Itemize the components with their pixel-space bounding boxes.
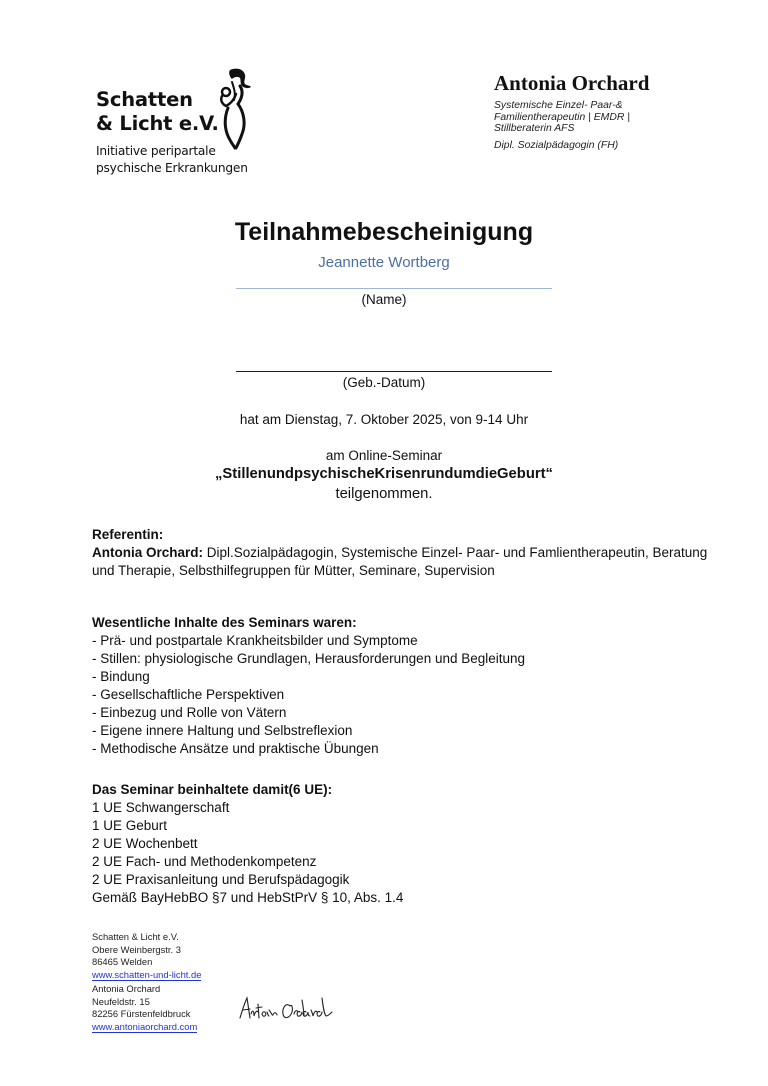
footer-org-website-link[interactable]: www.schatten-und-licht.de — [92, 968, 202, 980]
participant-name: Jeannette Wortberg — [318, 254, 450, 271]
name-caption: (Name) — [361, 292, 407, 307]
contents-item: - Einbezug und Rolle von Vätern — [92, 705, 287, 720]
units-item: 1 UE Schwangerschaft — [92, 800, 230, 815]
footer-person-city: 82256 Fürstenfeldbruck — [92, 1008, 191, 1020]
logo-title-line2: & Licht e.V. — [96, 112, 219, 135]
footer-person-website-link[interactable]: www.antoniaorchard.com — [92, 1020, 198, 1032]
units-item: 2 UE Wochenbett — [92, 836, 198, 851]
name-underline — [236, 288, 552, 289]
units-section — [92, 781, 732, 907]
contents-item: - Gesellschaftliche Perspektiven — [92, 687, 285, 702]
mother-and-child-silhouette-icon — [214, 68, 254, 150]
footer-org-city: 86465 Welden — [92, 956, 153, 968]
speaker-section — [92, 526, 732, 580]
contents-item: - Prä- und postpartale Krankheitsbilder und Symptome — [92, 633, 418, 648]
seminar-suffix: teilgenommen. — [335, 486, 433, 502]
birthdate-underline — [236, 371, 552, 372]
contents-item: - Stillen: physiologische Grundlagen, Herausforderungen und Begleitung — [92, 651, 526, 666]
footer-org-street: Obere Weinbergstr. 3 — [92, 943, 181, 955]
speaker-name: Antonia Orchard: — [92, 545, 204, 560]
birthdate-caption: (Geb.-Datum) — [342, 375, 426, 390]
units-item: 2 UE Praxisanleitung und Berufspädagogik — [92, 872, 350, 887]
letterhead — [494, 70, 724, 151]
footer-person-street: Neufeldstr. 15 — [92, 995, 150, 1007]
letterhead-line: Stillberaterin AFS — [494, 123, 575, 134]
seminar-prefix: am Online-Seminar — [325, 448, 443, 463]
seminar-title: „StillenundpsychischeKrisenrundumdieGeburt“ — [215, 466, 553, 482]
contents-heading: Wesentliche Inhalte des Seminars waren: — [92, 615, 357, 630]
speaker-description: Dipl.Sozialpädagogin, Systemische Einzel- Paar- und Famlientherapeutin, Beratung und Therapie, Selbsthilfegruppen für Mütter, Seminare, Supervision — [92, 545, 708, 578]
units-item: 2 UE Fach- und Methodenkompetenz — [92, 854, 317, 869]
letterhead-name: Antonia Orchard — [494, 71, 650, 95]
logo-subtitle-line1: Initiative peripartale — [96, 144, 216, 158]
legal-note: Gemäß BayHebBO §7 und HebStPrV § 10, Abs. 1.4 — [92, 890, 404, 905]
contents-item: - Methodische Ansätze und praktische Übungen — [92, 741, 379, 756]
certificate-title: Teilnahmebescheinigung — [234, 218, 534, 246]
units-item: 1 UE Geburt — [92, 818, 168, 833]
contents-item: - Bindung — [92, 669, 150, 684]
footer-org-address — [92, 931, 201, 981]
footer-org-name: Schatten & Licht e.V. — [92, 931, 179, 942]
contents-item: - Eigene innere Haltung und Selbstreflexion — [92, 723, 353, 738]
organization-logo — [96, 68, 266, 178]
letterhead-degree: Dipl. Sozialpädagogin (FH) — [494, 139, 619, 151]
contents-section — [92, 614, 732, 758]
footer-person-name: Antonia Orchard — [92, 983, 161, 994]
logo-title-line1: Schatten — [96, 88, 193, 111]
signature-icon — [238, 994, 334, 1024]
footer-person-address — [92, 983, 197, 1033]
speaker-heading: Referentin: — [92, 527, 164, 542]
letterhead-line: Familientherapeutin | EMDR | — [494, 111, 630, 123]
seminar-date: hat am Dienstag, 7. Oktober 2025, von 9-14 Uhr — [239, 412, 529, 427]
units-heading: Das Seminar beinhaltete damit(6 UE): — [92, 782, 333, 797]
letterhead-line: Systemische Einzel- Paar-& — [494, 100, 623, 111]
logo-subtitle-line2: psychische Erkrankungen — [96, 161, 248, 175]
